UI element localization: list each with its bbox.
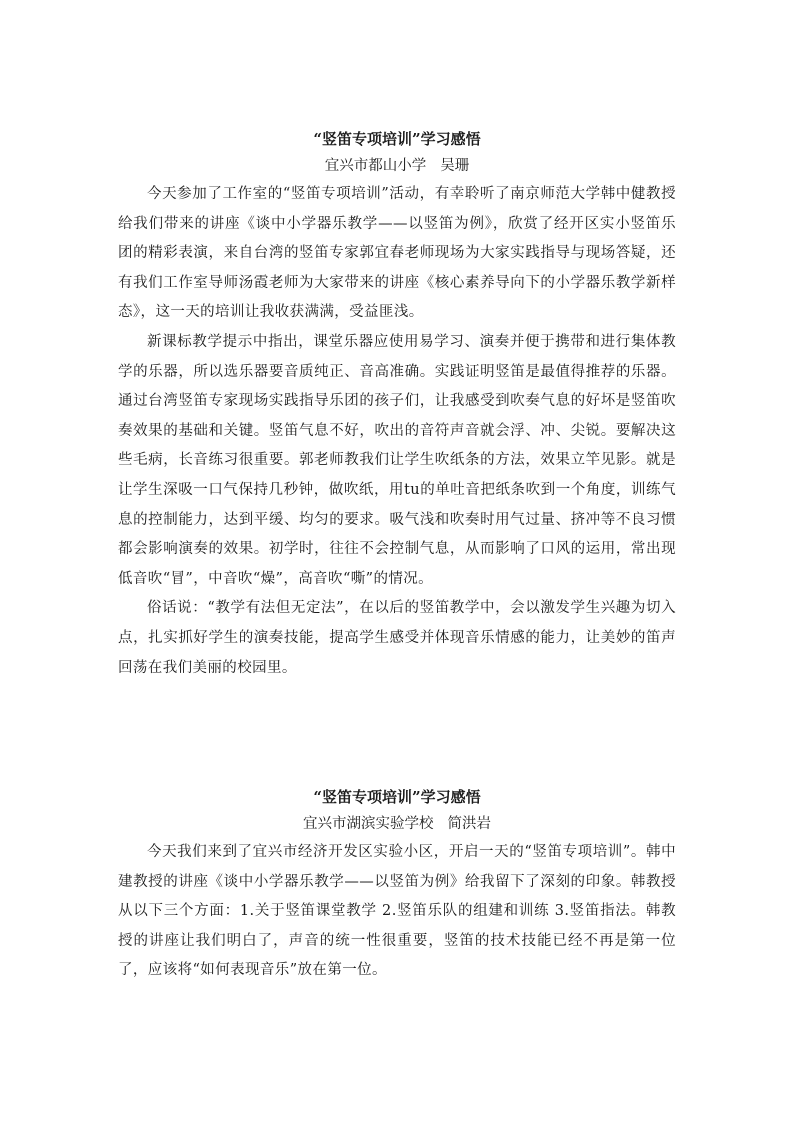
article-1 (118, 126, 676, 683)
paragraph: 俗话说：“教学有法但无定法”，在以后的竖笛教学中，会以激发学生兴趣为切入点，扎实抓好学生的演奏技能，提高学生感受并体现音乐情感的能力，让美妙的笛声回荡在我们美丽的校园里。 (118, 600, 676, 676)
article-2 (118, 784, 676, 986)
article-byline (118, 810, 676, 838)
article-byline (118, 152, 676, 180)
author-school: 宜兴市湖滨实验学校 (303, 816, 434, 832)
paragraph: 今天我们来到了宜兴市经济开发区实验小区，开启一天的“竖笛专项培训”。韩中建教授的讲座《谈中小学器乐教学——以竖笛为例》给我留下了深刻的印象。韩教授从以下三个方面：1.关于竖笛课堂教学 2.竖笛乐队的组建和训练 3.竖笛指法。韩教授的讲座让我们明白了，声音的统一性很重要，竖笛的技术技能已经不再是第一位了，应该将“如何表现音乐”放在第一位。 (118, 844, 676, 979)
paragraph: 新课标教学提示中指出，课堂乐器应使用易学习、演奏并便于携带和进行集体教学的乐器，所以选乐器要音质纯正、音高准确。实践证明竖笛是最值得推荐的乐器。通过台湾竖笛专家现场实践指导乐团的孩子们，让我感受到吹奏气息的好坏是竖笛吹奏效果的基础和关键。竖笛气息不好，吹出的音符声音就会浮、冲、尖锐。要解决这些毛病，长音练习很重要。郭老师教我们让学生吹纸条的方法，效果立竿见影。就是让学生深吸一口气保持几秒钟，做吹纸，用tu的单吐音把纸条吹到一个角度，训练气息的控制能力，达到平缓、均匀的要求。吸气浅和吹奏时用气过量、挤冲等不良习惯都会影响演奏的效果。初学时，往往不会控制气息，从而影响了口风的运用，常出现低音吹“冒”，中音吹“燥”，高音吹“嘶”的情况。 (118, 333, 676, 587)
author-name: 吴珊 (440, 158, 470, 174)
author-school: 宜兴市都山小学 (324, 158, 427, 174)
article-title: “竖笛专项培训”学习感悟 (313, 788, 481, 806)
article-title: “竖笛专项培训”学习感悟 (313, 130, 481, 148)
paragraph: 今天参加了工作室的“竖笛专项培训”活动，有幸聆听了南京师范大学韩中健教授给我们带来的讲座《谈中小学器乐教学——以竖笛为例》，欣赏了经开区实小竖笛乐团的精彩表演，来自台湾的竖笛专家郭宜春老师现场为大家实践指导与现场答疑，还有我们工作室导师汤霞老师为大家带来的讲座《核心素养导向下的小学器乐教学新样态》，这一天的培训让我收获满满，受益匪浅。 (118, 186, 676, 321)
author-name: 简洪岩 (447, 816, 491, 832)
